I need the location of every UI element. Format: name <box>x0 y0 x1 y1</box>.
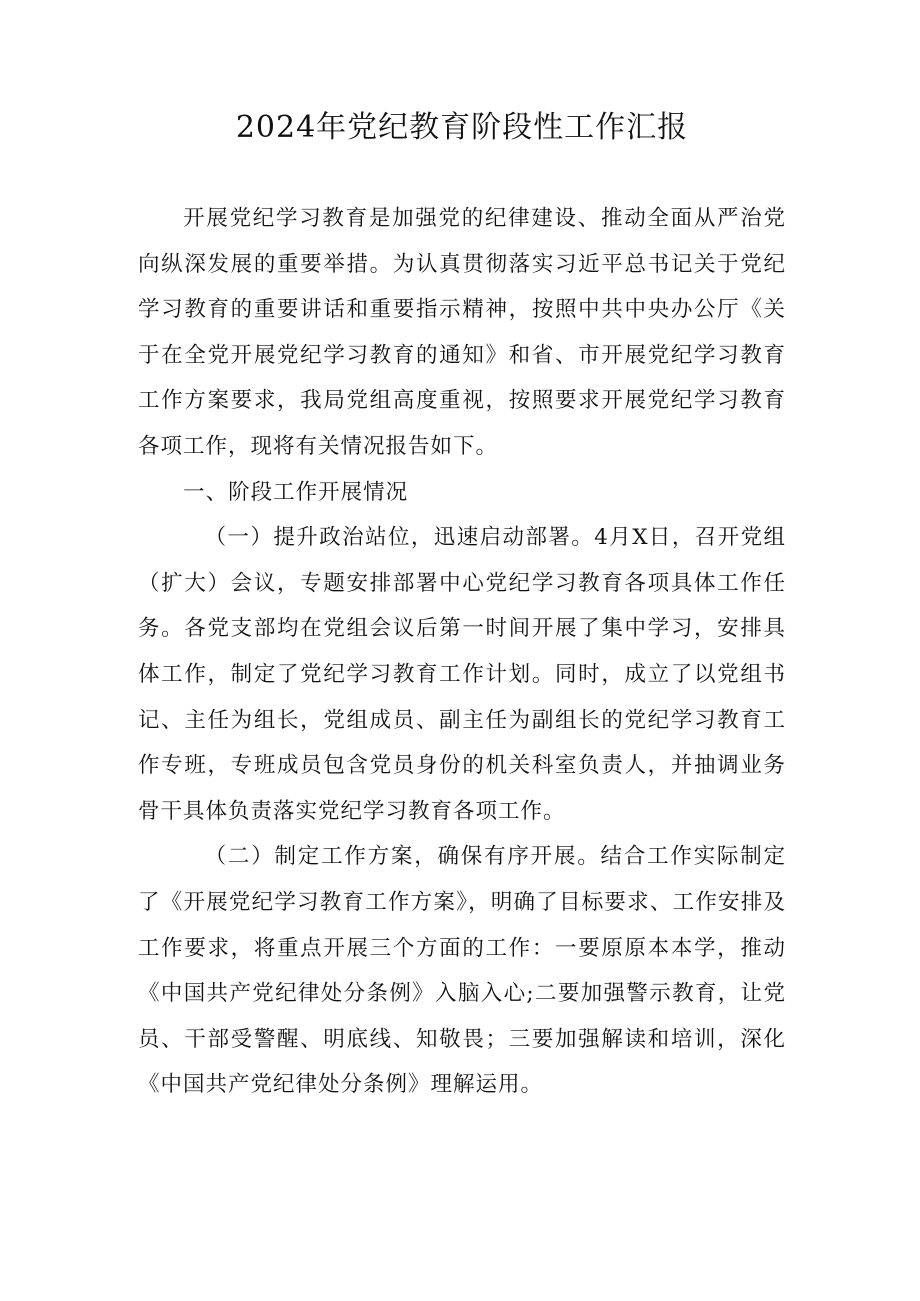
document-body <box>138 196 786 1108</box>
intro-paragraph: 开展党纪学习教育是加强党的纪律建设、推动全面从严治党向纵深发展的重要举措。为认真贯彻落实习近平总书记关于党纪学习教育的重要讲话和重要指示精神，按照中共中央办公厅《关于在全党开展党纪学习教育的通知》和省、市开展党纪学习教育工作方案要求，我局党组高度重视，按照要求开展党纪学习教育各项工作，现将有关情况报告如下。 <box>138 206 786 459</box>
subsection-paragraph-2: （二）制定工作方案，确保有序开展。结合工作实际制定了《开展党纪学习教育工作方案》，明确了目标要求、工作安排及工作要求，将重点开展三个方面的工作：一要原原本本学，推动《中国共产党纪律处分条例》入脑入心;二要加强警示教育，让党员、干部受警醒、明底线、知敬畏；三要加强解读和培训，深化《中国共产党纪律处分条例》理解运用。 <box>138 844 786 1098</box>
document-title: 2024年党纪教育阶段性工作汇报 <box>235 110 689 145</box>
section-heading: 一、阶段工作开展情况 <box>183 479 409 505</box>
subsection-paragraph-1: （一）提升政治站位，迅速启动部署。4月X日，召开党组（扩大）会议，专题安排部署中心党纪学习教育各项具体工作任务。各党支部均在党组会议后第一时间开展了集中学习，安排具体工作，制定了党纪学习教育工作计划。同时，成立了以党组书记、主任为组长，党组成员、副主任为副组长的党纪学习教育工作专班，专班成员包含党员身份的机关科室负责人，并抽调业务骨干具体负责落实党纪学习教育各项工作。 <box>138 525 786 824</box>
